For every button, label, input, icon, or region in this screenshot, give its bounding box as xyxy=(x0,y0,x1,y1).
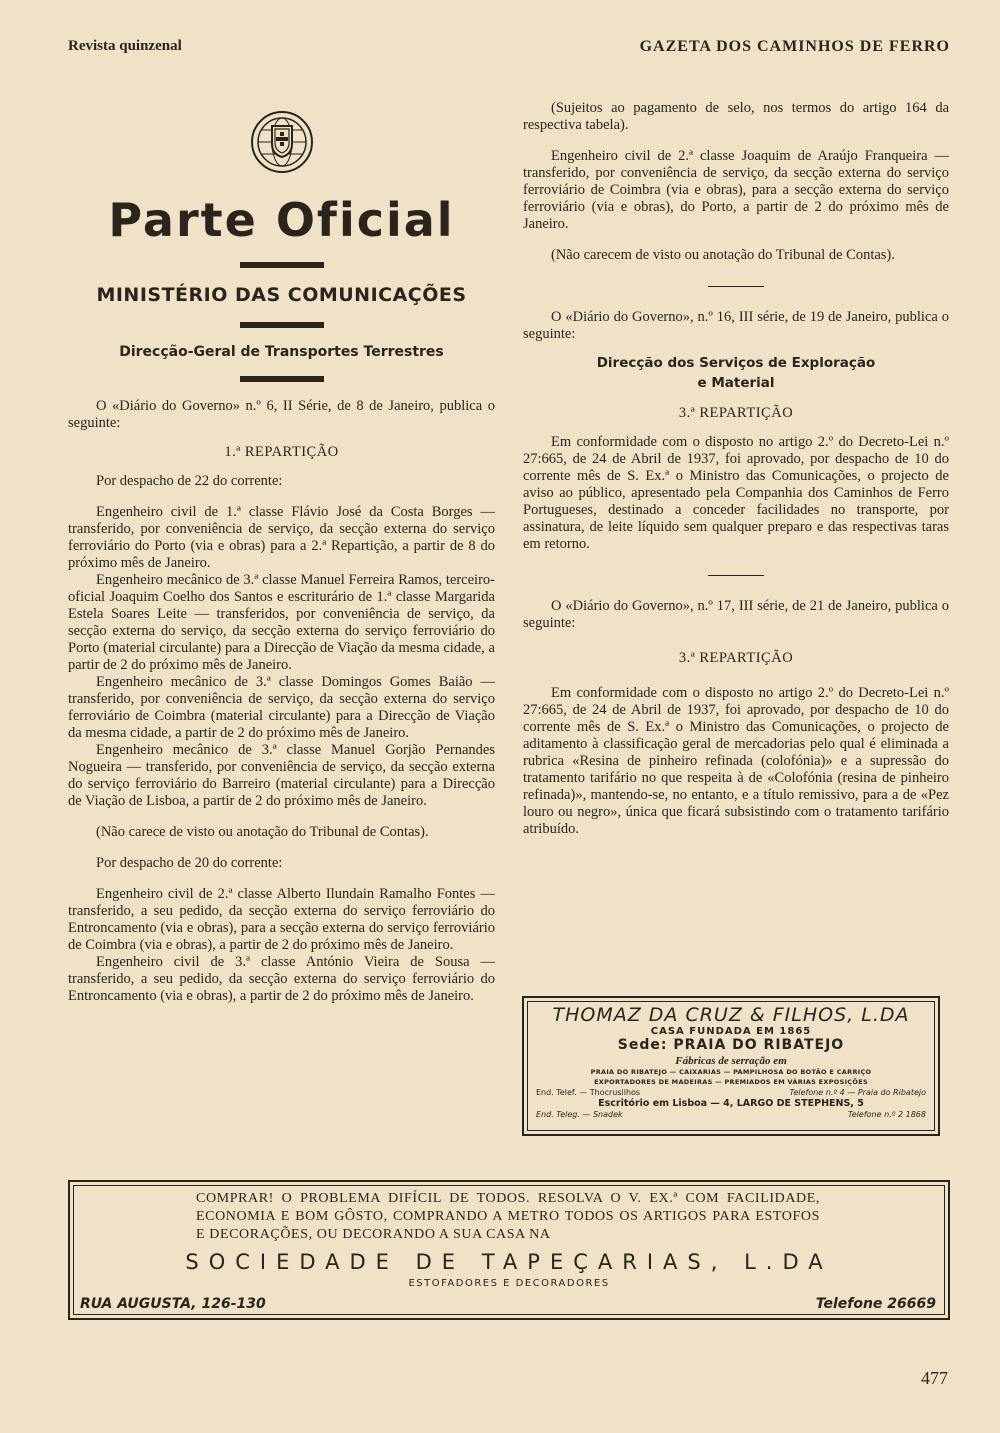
divider-bar xyxy=(240,376,324,382)
ministry-heading: MINISTÉRIO DAS COMUNICAÇÕES xyxy=(96,284,467,306)
advertisement-sociedade xyxy=(68,1180,950,1320)
divider-bar xyxy=(240,262,324,268)
note-paragraph: (Sujeitos ao pagamento de selo, nos termos do artigo 164 da respectiva tabela). xyxy=(523,100,949,133)
ad-address: RUA AUGUSTA, 126-130 xyxy=(80,1296,266,1312)
ad-phone: Telefone n.º 2 1868 xyxy=(847,1110,926,1119)
despacho-line: Por despacho de 22 do corrente: xyxy=(96,473,283,489)
ad-headquarters: Sede: PRAIA DO RIBATEJO xyxy=(617,1037,845,1053)
intro-paragraph: O «Diário do Governo» n.º 6, II Série, de 8 de Janeiro, publica o seguinte: xyxy=(68,398,495,431)
despacho-line: Por despacho de 20 do corrente: xyxy=(96,855,283,871)
body-paragraph: Engenheiro civil de 3.ª classe António Vieira de Sousa — transferido, a seu pedido, da secção externa do serviço ferroviário do Entroncamento (via e obras), a partir de 2 do próximo mês de Janeiro. xyxy=(68,954,495,1004)
ad-inner-frame xyxy=(527,1001,935,1131)
note-paragraph: (Não carecem de visto ou anotação do Tribunal de Contas). xyxy=(551,247,895,263)
ad-locations: PRAIA DO RIBATEJO — CAIXARIAS — PAMPILHOSA DO BOTÃO E CARRIÇO xyxy=(590,1068,872,1076)
body-paragraph: Engenheiro civil de 1.ª classe Flávio José da Costa Borges — transferido, por conveniência de serviço, da secção externa do serviço ferroviário do Porto (via e obras) para a 2.ª Repartição, a partir de 8 do próximo mês de Janeiro. xyxy=(68,504,495,571)
section-heading: 3.ª REPARTIÇÃO xyxy=(678,405,794,421)
divider-bar xyxy=(240,322,324,328)
header-right: GAZETA DOS CAMINHOS DE FERRO xyxy=(639,38,950,55)
direction-heading-line: Direcção dos Serviços de Exploração xyxy=(596,355,876,371)
header-left: Revista quinzenal xyxy=(68,38,182,54)
note-paragraph: (Não carece de visto ou anotação do Tribunal de Contas). xyxy=(96,824,429,840)
ad-exporters: EXPORTADORES DE MADEIRAS — PREMIADOS EM VÁRIAS EXPOSIÇÕES xyxy=(594,1078,868,1086)
body-paragraph: Em conformidade com o disposto no artigo 2.º do Decreto-Lei n.º 27:665, de 24 de Abril de 1937, foi aprovado, por despacho de 10 do corrente mês de S. Ex.ª o Ministro das Comunicações, o projecto de aviso ao público, apresentado pela Companhia dos Caminhos de Ferro Portugueses, destinado a conceder facilidades no transporte, por assinatura, de leite líquido sem qualquer preparo e das respectivas taras em retorno. xyxy=(523,434,949,552)
body-paragraph: Engenheiro mecânico de 3.ª classe Manuel Gorjão Pernandes Nogueira — transferido, por conveniência de serviço, da secção externa do serviço ferroviário do Barreiro (material circulante) para a Direcção de Viação de Lisboa, a partir de 2 do próximo mês de Janeiro. xyxy=(68,742,495,809)
ad-founded: CASA FUNDADA EM 1865 xyxy=(650,1026,812,1037)
ad-subtitle: ESTOFADORES E DECORADORES xyxy=(408,1278,610,1289)
ad-company-name: SOCIEDADE DE TAPEÇARIAS, L.DA xyxy=(185,1250,833,1274)
ad-phone: Telefone 26669 xyxy=(815,1296,936,1312)
body-paragraph: Engenheiro mecânico de 3.ª classe Manuel Ferreira Ramos, terceiro-oficial Joaquim Coelho dos Santos e escriturário de 1.ª classe Margarida Estela Soares Leite — transferidos, por conveniência de serviço, da secção externa do serviço, da secção externa do serviço ferroviário do Porto (material circulante) para a Direcção de Viação da mesma cidade, a partir de 2 do próximo mês de Janeiro. xyxy=(68,572,495,673)
page-title: Parte Oficial xyxy=(108,193,455,247)
short-rule xyxy=(708,286,764,287)
running-head xyxy=(68,38,950,58)
section-heading: 3.ª REPARTIÇÃO xyxy=(678,650,794,666)
ad-factories-label: Fábricas de serração em xyxy=(675,1055,787,1067)
intro-paragraph: O «Diário do Governo», n.º 17, III série, de 21 de Janeiro, publica o seguinte: xyxy=(523,598,949,631)
left-column xyxy=(68,100,495,1005)
short-rule xyxy=(708,575,764,576)
ad-office: Escritório em Lisboa — 4, LARGO DE STEPHENS, 5 xyxy=(598,1098,864,1109)
ad-body-text: COMPRAR! O PROBLEMA DIFÍCIL DE TODOS. RESOLVA O V. EX.ª COM FACILIDADE, ECONOMIA E BOM GÔSTO, COMPRANDO A METRO TODOS OS ARTIGOS PARA ESTOFOS E DECORAÇÕES, OU DECORANDO A SUA CASA NA xyxy=(196,1191,820,1242)
ad-contact-row xyxy=(528,1109,934,1120)
body-paragraph: Em conformidade com o disposto no artigo 2.º do Decreto-Lei n.º 27:665, de 24 de Abril de 1937, foi aprovado, por despacho de 10 do corrente mês de S. Ex.ª o Ministro das Comunicações, o projecto de aditamento à classificação geral de mercadorias pelo qual é eliminada a rubrica «Resina de pinheiro refinada (colofónia)» e a supressão do tratamento tarifário no que respeita à de «Colofónia (resina de pinheiro refinada)», mantendo-se, no entanto, e a título remissivo, para a de «Pez louro ou negro», única que ficará subsistindo com o tratamento tarifário atribuído. xyxy=(523,685,949,837)
direction-heading xyxy=(523,353,949,393)
body-paragraph: Engenheiro civil de 2.ª classe Alberto Ilundain Ramalho Fontes — transferido, a seu pedido, da secção externa do serviço ferroviário do Entroncamento (via e obras), para a secção externa do serviço ferroviário de Coimbra (via e obras), a partir de 2 do próximo mês de Janeiro. xyxy=(68,886,495,953)
page-number: 477 xyxy=(921,1368,948,1388)
ad-contact-row xyxy=(528,1087,934,1098)
intro-paragraph: O «Diário do Governo», n.º 16, III série, de 19 de Janeiro, publica o seguinte: xyxy=(523,309,949,342)
body-paragraph: Engenheiro civil de 2.ª classe Joaquim de Araújo Franqueira — transferido, por conveniência de serviço, da secção externa do serviço ferroviário de Coimbra (via e obras), para a secção externa do serviço ferroviário (via e obras), do Porto, a partir de 2 do próximo mês de Janeiro. xyxy=(523,148,949,232)
body-paragraph: Engenheiro mecânico de 3.ª classe Domingos Gomes Baião — transferido, por conveniência de serviço, da secção externa do serviço ferroviário de Coimbra (material circulante) para a Direcção de Viação da mesma cidade, a partir de 2 do próximo mês de Janeiro. xyxy=(68,674,495,741)
direction-heading-line: e Material xyxy=(697,375,775,391)
ad-phone: Telefone n.º 4 — Praia do Ribatejo xyxy=(789,1088,926,1097)
section-heading: 1.ª REPARTIÇÃO xyxy=(224,444,339,460)
ad-telegraph: End. Telef. — Thocrusilhos xyxy=(536,1088,641,1097)
portuguese-coat-of-arms-icon xyxy=(248,108,316,174)
right-column xyxy=(523,100,949,838)
ad-telegraph: End. Teleg. — Snadek xyxy=(536,1110,623,1119)
advertisement-thomaz xyxy=(522,996,940,1136)
direction-heading: Direcção-Geral de Transportes Terrestres xyxy=(119,344,444,360)
ad-company-name: THOMAZ DA CRUZ & FILHOS, L.DA xyxy=(552,1004,910,1026)
